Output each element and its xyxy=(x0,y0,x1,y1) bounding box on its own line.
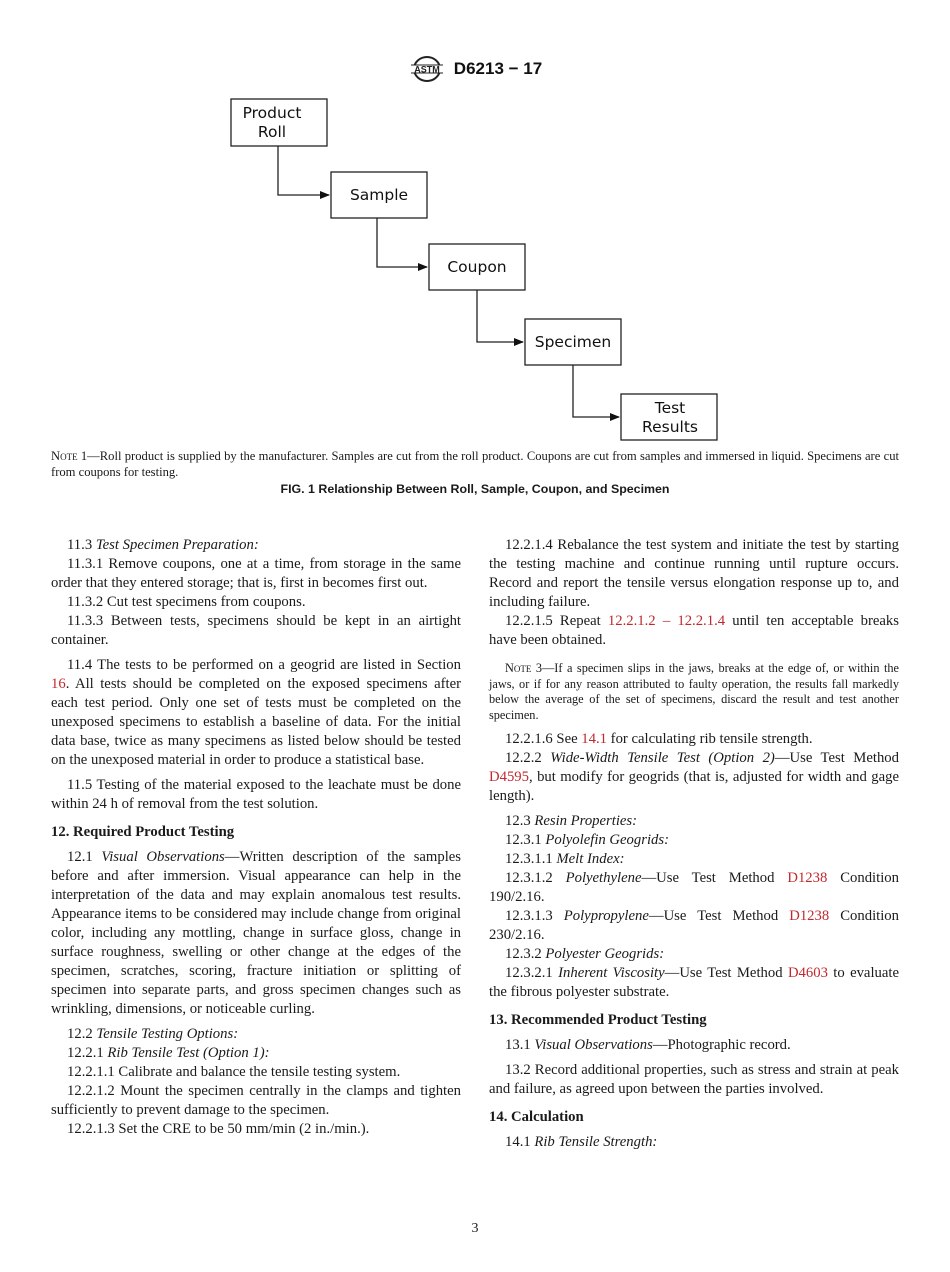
connector-roll-sample xyxy=(278,146,329,195)
section-12-3-2-1: 12.3.2.1 Inherent Viscosity—Use Test Method D4603 to evaluate the fibrous polyester substrate. xyxy=(489,965,899,1000)
section-12-3: 12.3 Resin Properties: xyxy=(505,813,638,829)
section-12-2: 12.2 Tensile Testing Options: xyxy=(67,1026,239,1042)
note-3: Note 3—If a specimen slips in the jaws, breaks at the edge of, or within the jaws, or if for any reason attributed to faulty operation, the results fall markedly below the average of the set of specimens, discard the result and test another specimen. xyxy=(489,661,899,722)
flow-diagram xyxy=(0,0,950,445)
right-column xyxy=(489,536,899,1152)
section-12-2-1-1: 12.2.1.1 Calibrate and balance the tensile testing system. xyxy=(67,1064,401,1080)
link-12-2-1-2-range[interactable]: 12.2.1.2 – 12.2.1.4 xyxy=(607,613,726,629)
figure-caption: FIG. 1 Relationship Between Roll, Sample, Coupon, and Specimen xyxy=(280,482,670,496)
link-d1238[interactable]: D1238 xyxy=(789,908,830,924)
link-d4603[interactable]: D4603 xyxy=(787,965,828,981)
section-11-3: 11.3 Test Specimen Preparation: xyxy=(67,537,259,553)
svg-text:ASTM: ASTM xyxy=(414,64,440,75)
link-d1238[interactable]: D1238 xyxy=(787,870,828,886)
box-label-sample: Sample xyxy=(349,186,409,204)
connector-specimen-results xyxy=(573,365,619,417)
box-label-product-roll: Product Roll xyxy=(242,104,302,141)
box-label-test-results: Test Results xyxy=(642,399,698,436)
section-12-2-1-6: 12.2.1.6 See 14.1 for calculating rib tensile strength. xyxy=(505,731,813,747)
box-label-specimen: Specimen xyxy=(534,333,612,351)
heading-12: 12. Required Product Testing xyxy=(51,824,235,840)
link-section-16[interactable]: 16 xyxy=(51,676,66,692)
section-12-3-1-3: 12.3.1.3 Polypropylene—Use Test Method D1238 Condition 230/2.16. xyxy=(489,908,899,943)
section-11-3-2: 11.3.2 Cut test specimens from coupons. xyxy=(67,594,306,610)
section-13-1: 13.1 Visual Observations—Photographic record. xyxy=(505,1037,791,1053)
section-12-2-1-2: 12.2.1.2 Mount the specimen centrally in the clamps and tighten sufficiently to prevent damage to the specimen. xyxy=(51,1083,461,1118)
section-13-2: 13.2 Record additional properties, such as stress and strain at peak and failure, as agreed upon between the parties involved. xyxy=(489,1062,899,1097)
standard-designation: D6213 − 17 xyxy=(453,59,543,78)
section-12-3-2: 12.3.2 Polyester Geogrids: xyxy=(505,946,665,962)
connector-sample-coupon xyxy=(377,218,427,267)
section-12-2-1-5: 12.2.1.5 Repeat 12.2.1.2 – 12.2.1.4 until ten acceptable breaks have been obtained. xyxy=(489,613,899,648)
section-12-2-1-3: 12.2.1.3 Set the CRE to be 50 mm/min (2 in./min.). xyxy=(67,1121,370,1137)
section-11-5: 11.5 Testing of the material exposed to the leachate must be done within 24 h of removal from the test solution. xyxy=(51,777,461,812)
section-12-2-1-4: 12.2.1.4 Rebalance the test system and initiate the test by starting the testing machine and continue running until rupture occurs. Record and report the tensile versus elongation response up to, and including failure. xyxy=(489,537,899,610)
section-14-1: 14.1 Rib Tensile Strength: xyxy=(505,1134,658,1150)
section-11-3-1: 11.3.1 Remove coupons, one at a time, from storage in the same order that they entered storage; that is, first in becomes first out. xyxy=(51,556,461,591)
connector-coupon-specimen xyxy=(477,290,523,342)
section-12-3-1: 12.3.1 Polyolefin Geogrids: xyxy=(505,832,669,848)
link-14-1[interactable]: 14.1 xyxy=(581,731,607,747)
section-12-3-1-2: 12.3.1.2 Polyethylene—Use Test Method D1238 Condition 190/2.16. xyxy=(489,870,899,905)
left-column xyxy=(51,536,461,1139)
section-12-2-1: 12.2.1 Rib Tensile Test (Option 1): xyxy=(67,1045,270,1061)
section-12-1: 12.1 Visual Observations—Written description of the samples before and after immersion. Visual appearance can help in the interpretation of the data and may explain anomalous test results. Appearance items to be considered may include change from original color, including any mottling, change in surface gloss, change in surface roughness, swelling or other change at the edges of the specimen, scratches, scoring, fracture initiation or splitting of specimen into separate parts, and gross specimen changes such as wrinkling, dimensions, or noticeable curling. xyxy=(51,849,462,1017)
figure-note xyxy=(51,449,899,480)
heading-14: 14. Calculation xyxy=(489,1109,584,1125)
link-d4595[interactable]: D4595 xyxy=(489,769,529,785)
box-label-coupon: Coupon xyxy=(447,258,507,276)
page-number: 3 xyxy=(471,1221,479,1236)
heading-13: 13. Recommended Product Testing xyxy=(489,1012,707,1028)
section-11-3-3: 11.3.3 Between tests, specimens should be kept in an airtight container. xyxy=(51,613,461,648)
section-11-4: 11.4 The tests to be performed on a geogrid are listed in Section 16. All tests should be completed on the exposed specimens after each test period. Only one set of tests must be completed on the unexposed specimens to establish a baseline of data. For the initial data base, twice as many specimens as listed below should be tested on the unexposed material in order to produce a statistical base. xyxy=(51,657,461,768)
section-12-2-2: 12.2.2 Wide-Width Tensile Test (Option 2)—Use Test Method D4595, but modify for geogrids (that is, adjusted for width and gage length). xyxy=(489,750,899,804)
note-label: Note xyxy=(51,449,78,463)
note-text: 1—Roll product is supplied by the manufacturer. Samples are cut from the roll product. Coupons are cut from samples and immersed in liquid. Specimens are cut from coupons for testing. xyxy=(51,449,899,479)
section-12-3-1-1: 12.3.1.1 Melt Index: xyxy=(505,851,625,867)
